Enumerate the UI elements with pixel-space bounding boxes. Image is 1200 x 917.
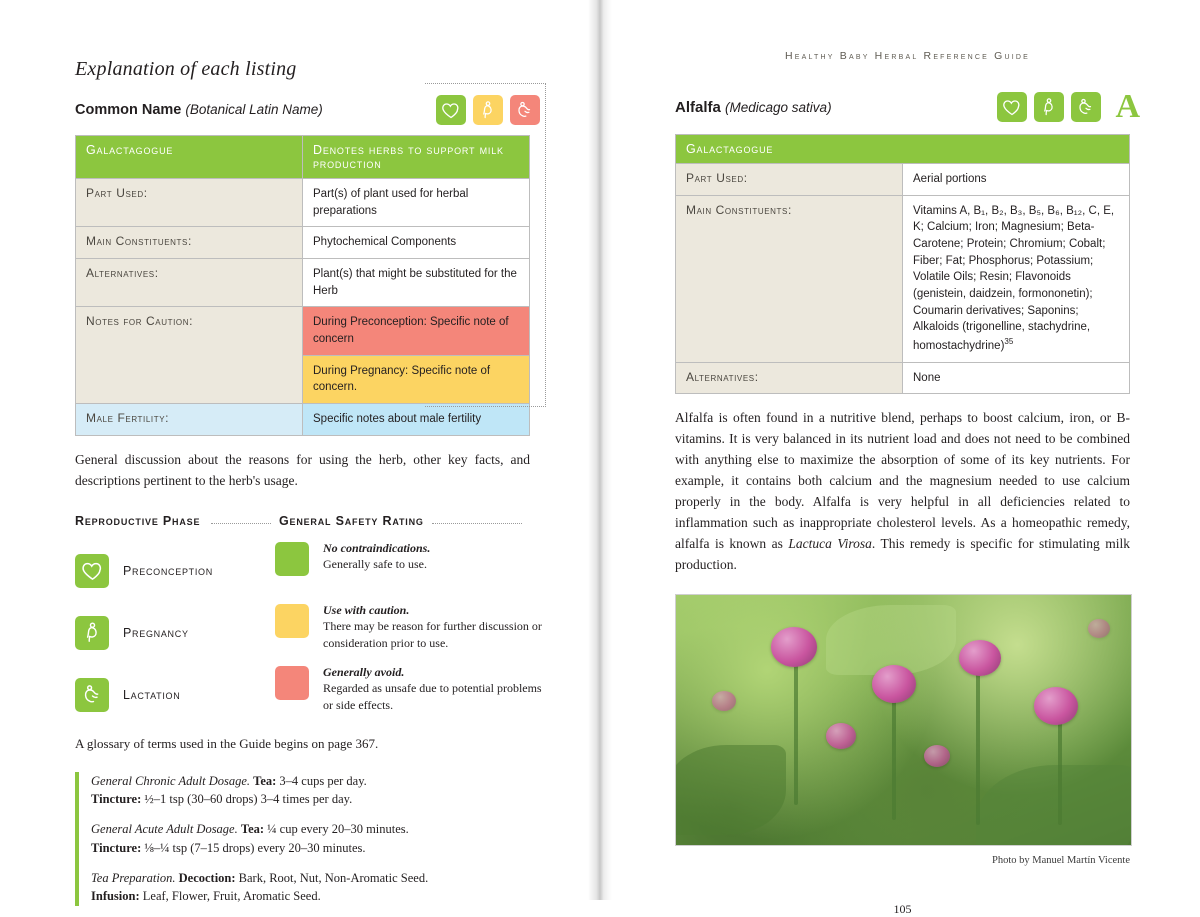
- row-label: Alternatives:: [676, 362, 903, 394]
- legend-label: Preconception: [123, 563, 213, 578]
- legend-label: Pregnancy: [123, 625, 189, 640]
- table-header-label: Galactagogue: [676, 135, 1130, 164]
- legend-header: [75, 514, 530, 528]
- table-header-label: Galactagogue: [76, 136, 303, 179]
- table-row: [676, 164, 1130, 196]
- legend-item-lactation: [75, 664, 275, 726]
- rating-text: [323, 540, 430, 574]
- swatch-yellow: [275, 604, 309, 638]
- clover-bloom: [771, 627, 817, 667]
- row-value: None: [903, 362, 1130, 394]
- tea-prep-title: Tea Preparation.: [91, 870, 176, 885]
- rating-item-caution: [275, 602, 545, 664]
- row-value: Plant(s) that might be substituted for the Herb: [303, 259, 530, 307]
- table-row: [76, 227, 530, 259]
- row-label: Notes for Caution:: [76, 307, 303, 404]
- stem-shape: [892, 690, 896, 820]
- common-name: [75, 102, 323, 118]
- legend-title-phase: Reproductive Phase: [75, 513, 201, 528]
- row-label: Part Used:: [676, 164, 903, 196]
- photo-credit: Photo by Manuel Martín Vicente: [992, 854, 1130, 866]
- table-row: [676, 195, 1130, 362]
- row-value: Phytochemical Components: [303, 227, 530, 259]
- row-label: Part Used:: [76, 179, 303, 227]
- entry-header: [675, 90, 1140, 124]
- row-value: Part(s) of plant used for herbal preparations: [303, 179, 530, 227]
- phase-icon-group: [436, 95, 540, 125]
- dosage-chronic: [91, 772, 531, 810]
- dosage-acute-tea-value: ¼ cup every 20–30 minutes.: [264, 822, 409, 837]
- tea-prep-decoction-label: Decoction:: [178, 870, 236, 885]
- page-number: 105: [893, 901, 912, 916]
- table-row: [76, 404, 530, 436]
- dosage-chronic-title: General Chronic Adult Dosage.: [91, 773, 251, 788]
- tea-prep-infusion-value: Leaf, Flower, Fruit, Aromatic Seed.: [139, 889, 321, 904]
- legend-label: Lactation: [123, 687, 181, 702]
- stem-shape: [1058, 715, 1062, 825]
- constituents-text: Vitamins A, B₁, B₂, B₃, B₅, B₆, B₁₂, C, E, K; Calcium; Iron; Magnesium; Beta-Carotene; Protein; Chromium; Cobalt; Fiber; Fat; Phosphorus; Potassium; Volatile Oils; Resin; Flavonoids (genistein, daidzein, formononetin); Coumarin derivatives; Saponins; Alkaloids (trigonelline, stachydrine, homostachydrine): [913, 204, 1115, 352]
- row-label: Main Constituents:: [76, 227, 303, 259]
- heart-icon: [75, 554, 109, 588]
- table-row: [76, 307, 530, 355]
- row-value-caution-pregnancy: During Pregnancy: Specific note of concern.: [303, 355, 530, 403]
- legend-title-rating: General Safety Rating: [279, 513, 424, 528]
- swatch-green: [275, 542, 309, 576]
- clover-bloom: [1034, 687, 1078, 725]
- dosage-block: [75, 772, 531, 907]
- left-page: [0, 0, 600, 904]
- pregnancy-icon: [473, 95, 503, 125]
- table-header-row: [76, 136, 530, 179]
- dosage-chronic-tea-label: Tea:: [253, 773, 277, 788]
- legend-item-pregnancy: [75, 602, 275, 664]
- lactation-icon: [1071, 92, 1101, 122]
- rating-title: No contraindications.: [323, 540, 431, 555]
- stem-shape: [976, 665, 980, 825]
- dosage-acute-tincture-label: Tincture:: [91, 840, 142, 855]
- legend-phases: [75, 540, 275, 726]
- dot-leader: [211, 514, 271, 524]
- lactation-icon: [75, 678, 109, 712]
- stem-shape: [794, 655, 798, 805]
- row-label: Male Fertility:: [76, 404, 303, 436]
- body-tail: . This remedy is specific for stimulating milk production.: [675, 535, 1130, 572]
- alfalfa-photo: [675, 594, 1132, 846]
- explanation-table: [75, 135, 530, 436]
- entry-latin-name: (Medicago sativa): [725, 99, 832, 115]
- table-header-value: Denotes herbs to support milk production: [303, 136, 530, 179]
- common-name-row: [75, 95, 540, 125]
- pregnancy-icon: [75, 616, 109, 650]
- lactation-icon: [510, 95, 540, 125]
- rating-item-avoid: [275, 664, 545, 726]
- common-name-latin: (Botanical Latin Name): [185, 102, 323, 117]
- section-title: Explanation of each listing: [75, 58, 297, 80]
- clover-bloom: [924, 745, 950, 767]
- clover-bloom: [872, 665, 916, 703]
- row-value: Aerial portions: [903, 164, 1130, 196]
- tea-prep-infusion-label: Infusion:: [91, 889, 140, 904]
- legend-item-preconception: [75, 540, 275, 602]
- legend-ratings: [275, 540, 545, 726]
- clover-bloom: [826, 723, 856, 749]
- running-head: Healthy Baby Herbal Reference Guide: [784, 50, 1031, 62]
- rating-desc: Regarded as unsafe due to potential problems or side effects.: [323, 681, 542, 713]
- clover-bloom: [712, 691, 736, 711]
- dosage-acute-tincture-value: ⅛–¼ tsp (7–15 drops) every 20–30 minutes.: [141, 840, 366, 855]
- table-row: [76, 179, 530, 227]
- footnote-marker: 35: [1004, 337, 1014, 347]
- dosage-acute: [91, 820, 531, 858]
- rating-title: Generally avoid.: [323, 664, 405, 679]
- dosage-tea-prep: [91, 869, 531, 907]
- rating-desc: Generally safe to use.: [323, 557, 427, 572]
- foliage-shape: [675, 745, 786, 835]
- alfalfa-table: [675, 134, 1130, 394]
- heart-icon: [436, 95, 466, 125]
- entry-title: [675, 99, 832, 116]
- table-header-row: [676, 135, 1130, 164]
- dosage-acute-tea-label: Tea:: [240, 822, 265, 837]
- tea-prep-decoction-value: Bark, Root, Nut, Non-Aromatic Seed.: [235, 870, 429, 885]
- clover-bloom: [1088, 619, 1110, 638]
- rating-desc: There may be reason for further discussion or consideration prior to use.: [323, 619, 542, 651]
- entry-body-text: [675, 408, 1130, 575]
- common-name-text: Common Name: [75, 102, 182, 118]
- row-label: Alternatives:: [76, 259, 303, 307]
- table-row: [676, 362, 1130, 394]
- phase-icon-group: [997, 92, 1101, 122]
- pregnancy-icon: [1034, 92, 1064, 122]
- entry-header-right: [997, 90, 1140, 124]
- dosage-chronic-tincture-value: ½–1 tsp (30–60 drops) 3–4 times per day.: [141, 792, 353, 807]
- dosage-chronic-tincture-label: Tincture:: [91, 792, 142, 807]
- table-row: [76, 259, 530, 307]
- row-value: Specific notes about male fertility: [303, 404, 530, 436]
- rating-title: Use with caution.: [323, 602, 410, 617]
- clover-bloom: [959, 640, 1001, 676]
- swatch-red: [275, 666, 309, 700]
- entry-common-name: Alfalfa: [675, 98, 721, 116]
- legend-columns: [75, 540, 545, 726]
- row-label: Main Constituents:: [676, 195, 903, 362]
- row-value-caution-preconception: During Preconception: Specific note of concern: [303, 307, 530, 355]
- heart-icon: [997, 92, 1027, 122]
- body-main: Alfalfa is often found in a nutritive blend, perhaps to boost calcium, iron, or B-vitamins. It is very balanced in its nutrient load and does not need to be combined with anything else to maximize the absorption of some of its key nutrients. For example, it contains both calcium and the magnesium needed to use calcium properly in the body. Alfalfa is very helpful in all deficiencies related to inflammation such as inappropriate cholesterol levels. As a homeopathic remedy, alfalfa is known as: [675, 410, 1130, 551]
- alphabet-tab: A: [1115, 88, 1140, 125]
- glossary-note: A glossary of terms used in the Guide begins on page 367.: [75, 735, 379, 751]
- dot-leader: [432, 514, 522, 524]
- body-italic-term: Lactuca Virosa: [788, 535, 872, 551]
- explanation-description: General discussion about the reasons for using the herb, other key facts, and descriptions pertinent to the herb's usage.: [75, 451, 530, 488]
- right-page: [600, 0, 1200, 916]
- rating-text: [323, 602, 545, 652]
- row-value-constituents: [903, 195, 1130, 362]
- rating-text: [323, 664, 545, 714]
- dosage-acute-title: General Acute Adult Dosage.: [91, 822, 238, 837]
- dosage-chronic-tea-value: 3–4 cups per day.: [276, 773, 367, 788]
- rating-item-safe: [275, 540, 545, 602]
